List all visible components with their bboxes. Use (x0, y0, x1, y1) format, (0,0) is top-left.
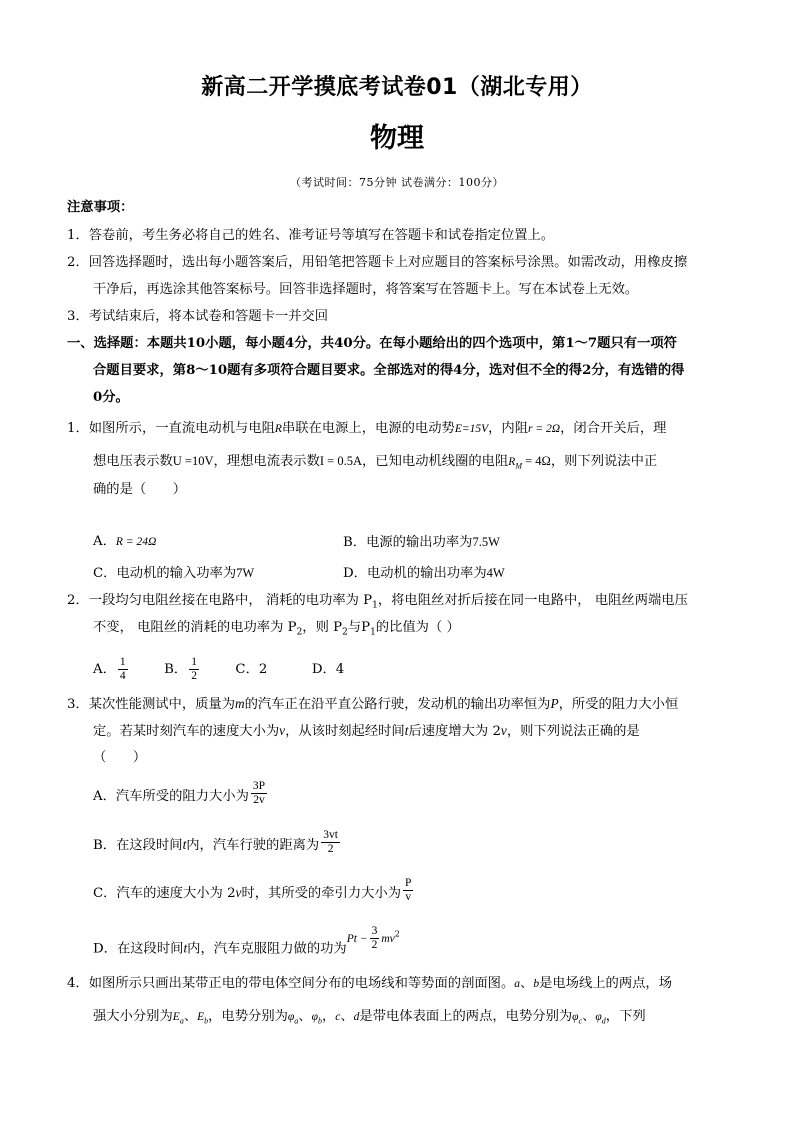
q2-sub: 1 (372, 600, 378, 611)
q1-line2 (93, 451, 657, 477)
note-3: 3．考试结束后，将本试卷和答题卡一并交回 (67, 309, 329, 324)
q1-text: ，内阻 (488, 421, 529, 436)
q1-text: ，则下列说法中正 (550, 454, 658, 469)
formula: Pt − $\frac{3}{2}$ $mv^2$ (346, 925, 400, 952)
fraction: $\frac{1}{2}$ (191, 656, 197, 682)
q1-option-d (343, 563, 505, 584)
notes-heading: 注意事项： (67, 200, 134, 215)
q3-line3: （ ） (93, 750, 147, 765)
section1-line2: 合题目要求，第8～10题有多项符合题目要求。全部选对的得4分，选对但不全的得2分，有选错的得 (93, 363, 685, 378)
option-label: B． (164, 662, 188, 677)
q3-var: m (235, 696, 245, 711)
q2-options (93, 655, 344, 685)
option-value: 4W (486, 566, 505, 580)
q3-text: 定。若某时刻汽车的速度大小为 (93, 724, 280, 739)
option-label: B．在这段时间 (93, 838, 183, 853)
exam-meta: （考试时间：75分钟 试卷满分：100分） (290, 176, 504, 189)
option-label: B．电源的输出功率为 (343, 535, 473, 550)
q3-option-b (93, 825, 342, 866)
q1-text: 1．如图所示，一直流电动机与电阻 (67, 421, 275, 436)
q1-text: ，已知电动机线圈的电阻 (362, 454, 509, 469)
q4-var: φ (287, 1011, 295, 1023)
fraction: $\frac{P}{v}$ (405, 877, 412, 903)
q2-option-a (93, 656, 130, 682)
q3-line2 (93, 721, 640, 742)
option-label: 内，汽车行驶的距离为 (186, 838, 320, 853)
q2-sub: 1 (370, 627, 376, 638)
section1-line1: 一、选择题：本题共10小题，每小题4分，共40分。在每小题给出的四个选项中，第1～7题只有一项符 (67, 336, 677, 351)
option-label: A． (93, 662, 116, 677)
q1-R: R (274, 423, 282, 435)
q3-var: t (404, 723, 409, 738)
q1-motor-resistance-sub: M (515, 461, 522, 471)
q3-line1 (67, 694, 678, 715)
q1-option-c (93, 563, 254, 584)
q2-text: ，则 P (302, 620, 343, 635)
q2-text: 不变， 电阻丝的消耗的电功率为 P (93, 620, 297, 635)
q4-var: b (533, 978, 540, 990)
q4-text: ，下列 (605, 1009, 646, 1024)
q1-motor-resistance-value: = 4Ω (521, 454, 551, 468)
option-label: A． (93, 534, 116, 549)
fraction: $\frac{3P}{2v}$ (252, 780, 266, 806)
q1-emf: E=15V (454, 423, 489, 435)
q1-current: I = 0.5A (319, 454, 363, 468)
q4-var: E (172, 1011, 180, 1023)
q4-var: d (353, 1011, 360, 1023)
q4-text: 强大小分别为 (93, 1009, 173, 1024)
option-label: 时，其所受的牵引力大小为 (241, 886, 402, 901)
q4-var: φ (595, 1011, 602, 1023)
q3-option-c (93, 873, 415, 914)
q4-text: 4．如图所示只画出某带正电的带电体空间分布的电场线和等势面的剖面图。 (67, 976, 515, 991)
q3-text: ，则下列说法正确的是 (506, 724, 640, 739)
q2-option-d: D．4 (311, 662, 345, 677)
q1-motor-resistance: R (508, 456, 516, 468)
q1-internal-resistance: r = 2Ω (528, 423, 561, 435)
q4-var: c (335, 1011, 341, 1023)
q1-option-b (343, 532, 500, 553)
q3-var: t (182, 837, 187, 852)
q2-line1 (67, 591, 688, 616)
q2-text: 2．一段均匀电阻丝接在电路中， 消耗的电功率为 P (67, 593, 373, 608)
option-label: 内，汽车克服阻力做的功为 (187, 941, 347, 957)
q3-var: v (235, 885, 242, 900)
q2-option-c: C．2 (235, 662, 268, 677)
exam-title: 新高二开学摸底考试卷01（湖北专用） (201, 75, 593, 100)
fraction: $\frac{3vt}{2}$ (323, 829, 338, 855)
q1-voltage: U =10V (172, 454, 214, 468)
option-value: R = 24Ω (115, 536, 157, 548)
q3-text: ，从该时刻起经时间 (285, 724, 405, 739)
q4-text: 是电场线上的两点，场 (539, 976, 673, 991)
section1-line3: 0分。 (93, 390, 129, 405)
q2-sub: 2 (342, 627, 348, 638)
q2-text: 的比值为（ ） (375, 620, 460, 635)
q1-text: 串联在电源上，电源的电动势 (281, 421, 455, 436)
q3-text: 的汽车正在沿平直公路行驶，发动机的输出功率恒为 (244, 697, 551, 712)
q1-option-a (93, 532, 156, 552)
q2-sub: 2 (296, 627, 303, 638)
q4-var: E (197, 1011, 205, 1023)
option-label: C．电动机的输入功率为 (93, 566, 237, 581)
note-2-line1: 2．回答选择题时，选出每小题答案后，用铅笔把答题卡上对应题目的答案标号涂黑。如需改动，用橡皮擦 (67, 255, 688, 270)
option-label: C．汽车的速度大小为 2 (93, 886, 236, 901)
q1-text: ，闭合开关后，理 (560, 421, 667, 436)
q3-option-d (93, 925, 400, 969)
q4-line2: 强大小分别为$E_a$、$E_b$，电势分别为$\varphi_a$、$\varphi_b$，c、d是带电体表面上的两点，电势分别为$\varphi_c$、$\varphi_d$，下列 (93, 1009, 646, 1026)
q4-var: φ (572, 1011, 579, 1023)
q1-line1 (67, 419, 666, 439)
q1-text: 想电压表示数 (93, 454, 173, 469)
q4-var: a (514, 978, 521, 990)
q3-text: 后速度增大为 2 (408, 724, 501, 739)
q4-var: φ (311, 1011, 318, 1023)
option-value: 7.5W (472, 535, 500, 549)
q3-var: v (279, 723, 286, 738)
q1-text: ，理想电流表示数 (213, 454, 320, 469)
option-label: A．汽车所受的阻力大小为 (93, 789, 249, 804)
option-value: 7W (236, 566, 255, 580)
q2-text: 与P (347, 620, 371, 635)
option-label: D．电动机的输出功率为 (343, 566, 487, 581)
q3-text: ，所受的阻力大小恒 (558, 697, 679, 712)
q1-line3: 确的是（ ） (93, 482, 187, 497)
q3-var: t (183, 940, 188, 956)
fraction: $\frac{1}{4}$ (119, 656, 126, 682)
q3-var: v (500, 723, 507, 738)
q2-line2 (93, 618, 460, 643)
subject-title: 物理 (370, 123, 424, 154)
q3-text: 3．某次性能测试中，质量为 (67, 697, 236, 712)
q2-option-b (164, 656, 201, 682)
q4-text: 是带电体表面上的两点，电势分别为 (359, 1009, 573, 1024)
option-label: D．在这段时间 (93, 941, 184, 957)
q4-line1: 4．如图所示只画出某带正电的带电体空间分布的电场线和等势面的剖面图。a、b是电场线上的两点，场 (67, 976, 673, 991)
q3-var: P (550, 696, 559, 711)
note-1: 1．答卷前，考生务必将自己的姓名、准考证号等填写在答题卡和试卷指定位置上。 (67, 228, 555, 243)
note-2-line2: 干净后，再选涂其他答案标号。回答非选择题时，将答案写在答题卡上。写在本试卷上无效。 (93, 282, 639, 297)
q2-text: ，将电阻丝对折后接在同一电路中， 电阻丝两端电压 (377, 593, 688, 608)
q3-option-a (93, 777, 269, 817)
q4-text: ，电势分别为 (208, 1009, 288, 1024)
